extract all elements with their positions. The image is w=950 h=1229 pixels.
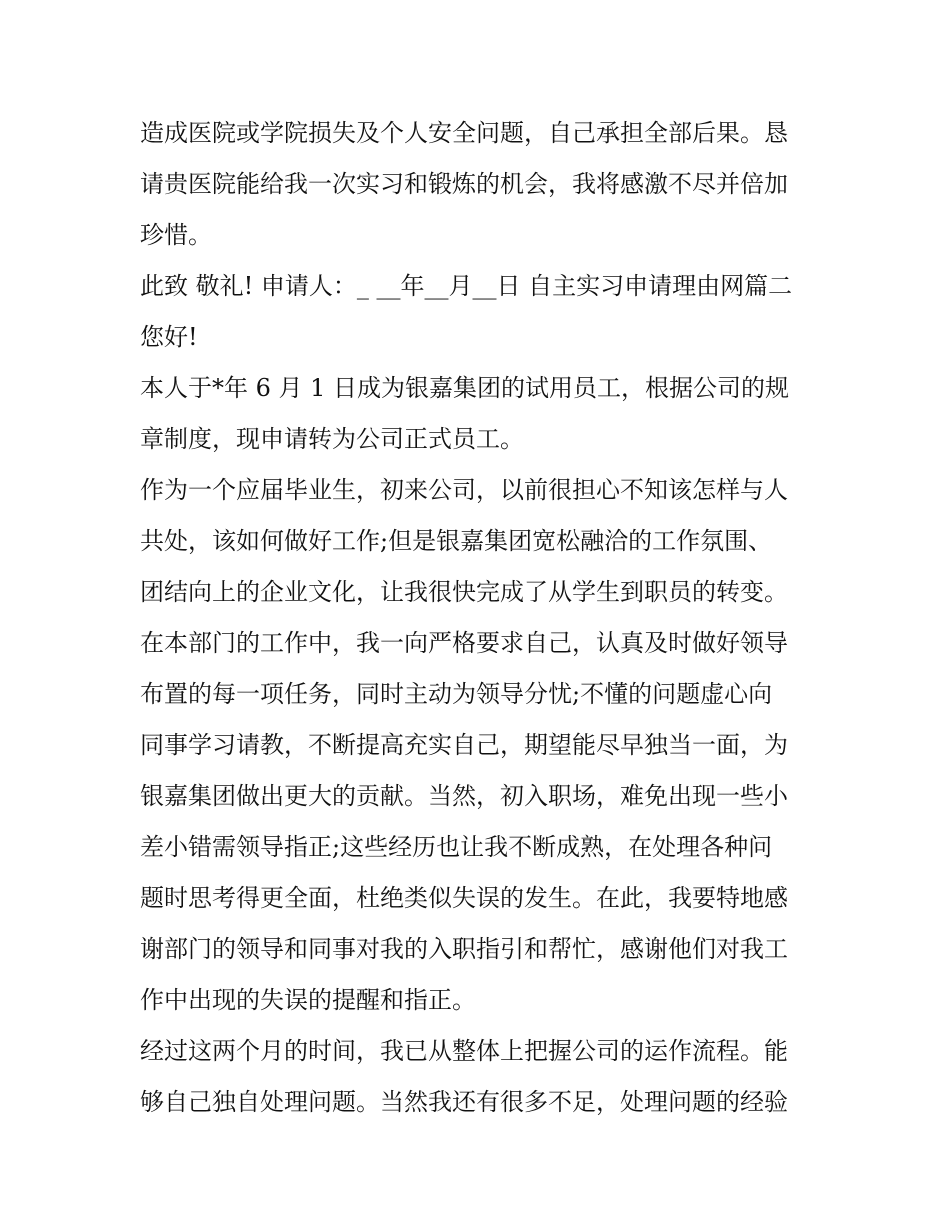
text-line: 造成医院或学院损失及个人安全问题，自己承担全部后果。恳 [140,119,788,147]
text-line: 银嘉集团做出更大的贡献。当然，初入职场，难免出现一些小 [140,782,788,810]
text-line: 谢部门的领导和同事对我的入职指引和帮忙，感谢他们对我工 [140,935,788,963]
text-line: 题时思考得更全面，杜绝类似失误的发生。在此，我要特地感 [140,884,788,912]
text-line: 此致 敬礼! 申请人：_ __年__月__日 自主实习申请理由网篇二 [140,272,793,300]
text-line: 章制度，现申请转为公司正式员工。 [140,425,524,453]
text-line: 作为一个应届毕业生，初来公司，以前很担心不知该怎样与人 [140,476,788,504]
text-line: 够自己独自处理问题。当然我还有很多不足，处理问题的经验 [140,1088,788,1116]
text-line: 差小错需领导指正;这些经历也让我不断成熟，在处理各种问 [140,833,773,861]
text-line: 在本部门的工作中，我一向严格要求自己，认真及时做好领导 [140,629,788,657]
text-line: 请贵医院能给我一次实习和锻炼的机会，我将感激不尽并倍加 [140,170,788,198]
text-line: 经过这两个月的时间，我已从整体上把握公司的运作流程。能 [140,1037,788,1065]
text-line: 团结向上的企业文化，让我很快完成了从学生到职员的转变。 [140,578,788,606]
text-line: 布置的每一项任务，同时主动为领导分忧;不懂的问题虚心向 [140,680,773,708]
text-line: 作中出现的失误的提醒和指正。 [140,986,476,1014]
document-body [140,108,830,1128]
text-line: 同事学习请教，不断提高充实自己，期望能尽早独当一面，为 [140,731,788,759]
text-line: 珍惜。 [140,221,212,249]
text-line: 您好! [140,323,198,351]
text-line: 共处，该如何做好工作;但是银嘉集团宽松融洽的工作氛围、 [140,527,773,555]
text-line: 本人于*年 6 月 1 日成为银嘉集团的试用员工，根据公司的规 [140,374,790,402]
